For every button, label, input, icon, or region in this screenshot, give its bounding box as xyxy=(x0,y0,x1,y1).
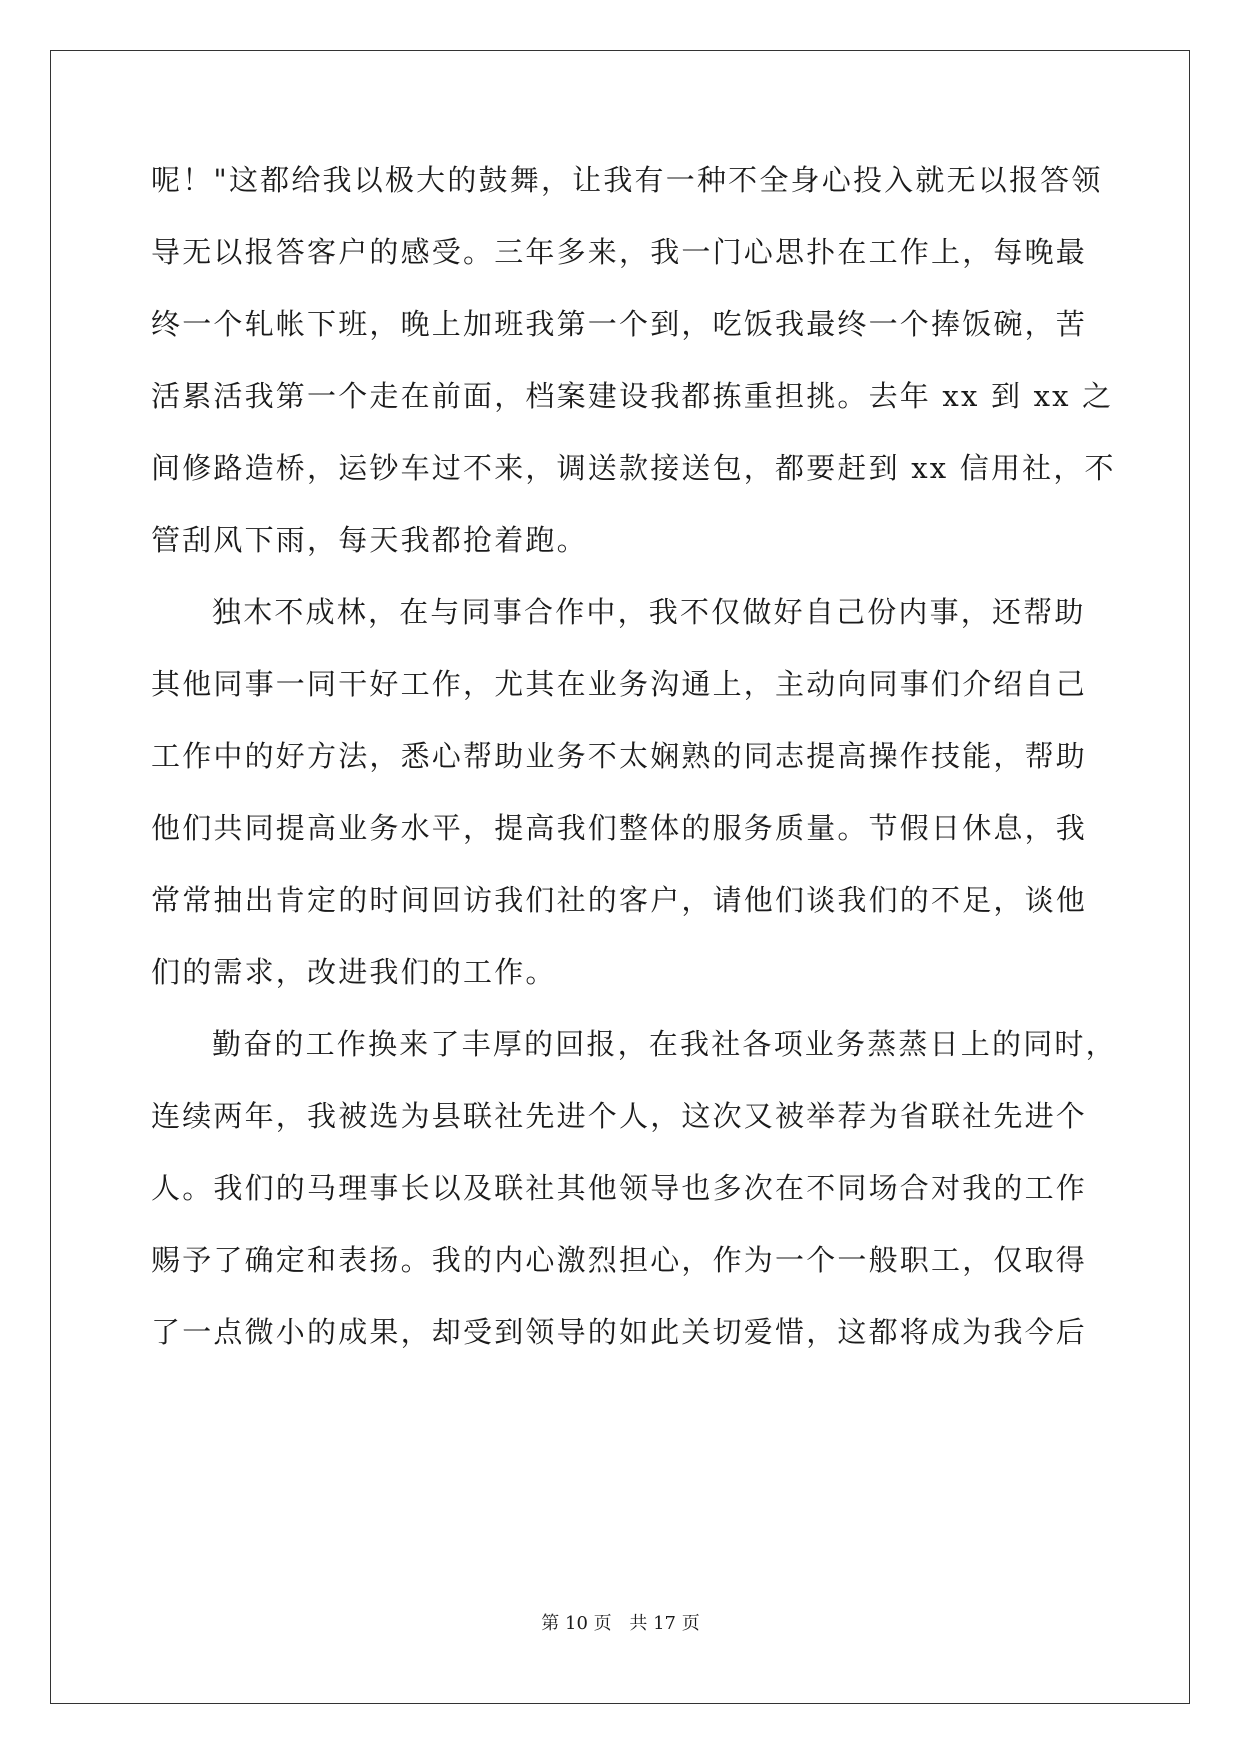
text-line: 活累活我第一个走在前面，档案建设我都拣重担挑。去年 xx 到 xx 之 xyxy=(151,379,1114,413)
text-line: 连续两年，我被选为县联社先进个人，这次又被举荐为省联社先进个 xyxy=(151,1099,1088,1133)
text-line: 呢！"这都给我以极大的鼓舞，让我有一种不全身心投入就无以报答领 xyxy=(151,163,1103,197)
text-line: 赐予了确定和表扬。我的内心激烈担心，作为一个一般职工，仅取得 xyxy=(151,1243,1088,1277)
page-frame xyxy=(50,50,1190,1704)
text-line: 人。我们的马理事长以及联社其他领导也多次在不同场合对我的工作 xyxy=(151,1171,1088,1205)
text-line: 管刮风下雨，每天我都抢着跑。 xyxy=(151,523,588,557)
total-pages: 共 17 页 xyxy=(629,1613,700,1634)
text-line: 其他同事一同干好工作，尤其在业务沟通上，主动向同事们介绍自己 xyxy=(151,667,1088,701)
text-line: 了一点微小的成果，却受到领导的如此关切爱惜，这都将成为我今后 xyxy=(151,1315,1088,1349)
text-line: 导无以报答客户的感受。三年多来，我一门心思扑在工作上，每晚最 xyxy=(151,235,1088,269)
text-line: 工作中的好方法，悉心帮助业务不太娴熟的同志提高操作技能，帮助 xyxy=(151,739,1088,773)
text-line: 常常抽出肯定的时间回访我们社的客户，请他们谈我们的不足，谈他 xyxy=(151,883,1088,917)
text-line: 勤奋的工作换来了丰厚的回报，在我社各项业务蒸蒸日上的同时， xyxy=(212,1027,1117,1061)
text-line: 间修路造桥，运钞车过不来，调送款接送包，都要赶到 xx 信用社，不 xyxy=(151,451,1116,485)
text-line: 他们共同提高业务水平，提高我们整体的服务质量。节假日休息，我 xyxy=(151,811,1088,845)
text-line: 们的需求，改进我们的工作。 xyxy=(151,955,557,989)
current-page-number: 第 10 页 xyxy=(541,1613,612,1634)
text-line: 独木不成林，在与同事合作中，我不仅做好自己份内事，还帮助 xyxy=(212,595,1086,629)
page-footer xyxy=(0,1612,1241,1636)
text-line: 终一个轧帐下班，晚上加班我第一个到，吃饭我最终一个捧饭碗，苦 xyxy=(151,307,1088,341)
